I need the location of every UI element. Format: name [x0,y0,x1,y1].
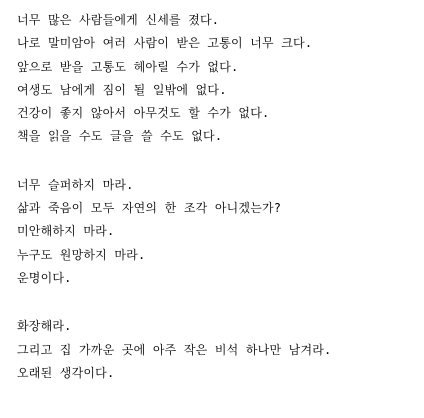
text-line: 너무 슬퍼하지 마라. [17,177,134,192]
text-line: 책을 읽을 수도 글을 쓸 수도 없다. [17,129,223,144]
document-body [17,9,417,410]
text-line: 운명이다. [17,270,72,285]
text-line: 앞으로 받을 고통도 헤아릴 수가 없다. [17,59,239,74]
text-line: 너무 많은 사람들에게 신세를 졌다. [17,13,220,27]
text-line: 그리고 집 가까운 곳에 아주 작은 비석 하나만 남겨라. [17,342,332,357]
text-line: 건강이 좋지 않아서 아무것도 할 수가 없다. [17,106,270,121]
text-line: 오래된 생각이다. [17,365,115,380]
stanza-3 [17,315,417,385]
text-line: 삶과 죽음이 모두 자연의 한 조각 아니겠는가? [17,201,282,216]
text-line: 여생도 남에게 짐이 될 일밖에 없다. [17,82,227,97]
stanza-2 [17,174,417,290]
text-line: 누구도 원망하지 마라. [17,247,146,262]
text-line: 미안해하지 마라. [17,224,115,239]
text-line: 화장해라. [17,319,72,334]
stanza-1 [17,9,417,149]
text-line: 나로 말미암아 여러 사람이 받은 고통이 너무 크다. [17,36,313,51]
